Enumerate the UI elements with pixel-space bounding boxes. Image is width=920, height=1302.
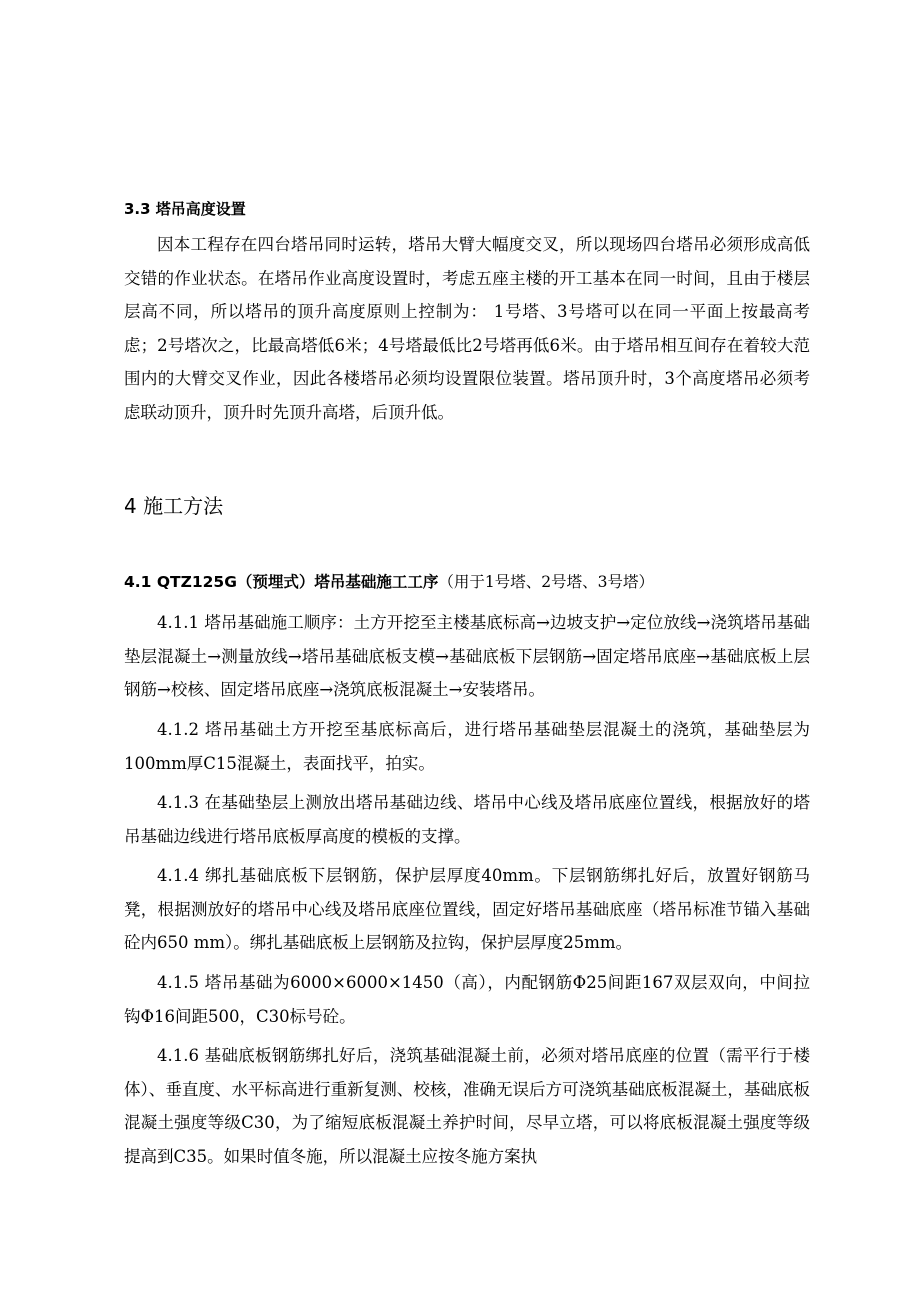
item-4-1-3: 4.1.3 在基础垫层上测放出塔吊基础边线、塔吊中心线及塔吊底座位置线，根据放好的塔吊基础边线进行塔吊底板厚高度的模板的支撑。 xyxy=(124,793,810,846)
section-4-1-heading xyxy=(124,570,654,592)
item-4-1-6: 4.1.6 基础底板钢筋绑扎好后，浇筑基础混凝土前，必须对塔吊底座的位置（需平行于楼体）、垂直度、水平标高进行重新复测、校核，准确无误后方可浇筑基础底板混凝土，基础底板混凝土强度等级C30，为了缩短底板混凝土养护时间，尽早立塔，可以将底板混凝土强度等级提高到C35。如果时值冬施，所以混凝土应按冬施方案执 xyxy=(124,1046,810,1166)
item-4-1-1: 4.1.1 塔吊基础施工顺序：土方开挖至主楼基底标高→边坡支护→定位放线→浇筑塔吊基础垫层混凝土→测量放线→塔吊基础底板支模→基础底板下层钢筋→固定塔吊底座→基础底板上层钢筋→校核、固定塔吊底座→浇筑底板混凝土→安装塔吊。 xyxy=(124,613,810,699)
chapter-4-heading: 4 施工方法 xyxy=(124,494,224,518)
section-4-1-heading-title: 4.1 QTZ125G（预埋式）塔吊基础施工工序 xyxy=(124,573,439,591)
item-4-1-5: 4.1.5 塔吊基础为6000×6000×1450（高），内配钢筋Φ25间距167双层双向，中间拉钩Φ16间距500，C30标号砼。 xyxy=(124,973,810,1026)
section-3-3-heading: 3.3 塔吊高度设置 xyxy=(124,200,246,218)
item-4-1-4: 4.1.4 绑扎基础底板下层钢筋，保护层厚度40mm。下层钢筋绑扎好后，放置好钢筋马凳，根据测放好的塔吊中心线及塔吊底座位置线，固定好塔吊基础底座（塔吊标准节锚入基础砼内650 mm）。绑扎基础底板上层钢筋及拉钩，保护层厚度25mm。 xyxy=(124,866,810,952)
section-4-1-heading-note: （用于1号塔、2号塔、3号塔） xyxy=(438,573,655,591)
item-4-1-2: 4.1.2 塔吊基础土方开挖至基底标高后，进行塔吊基础垫层混凝土的浇筑，基础垫层为100mm厚C15混凝土，表面找平，拍实。 xyxy=(124,720,810,773)
section-3-3-paragraph: 因本工程存在四台塔吊同时运转，塔吊大臂大幅度交叉，所以现场四台塔吊必须形成高低交错的作业状态。在塔吊作业高度设置时，考虑五座主楼的开工基本在同一时间，且由于楼层层高不同，所以塔吊的顶升高度原则上控制为： 1号塔、3号塔可以在同一平面上按最高考虑；2号塔次之，比最高塔低6米；4号塔最低比2号塔再低6米。由于塔吊相互间存在着较大范围内的大臂交叉作业，因此各楼塔吊必须均设置限位装置。塔吊顶升时，3个高度塔吊必须考虑联动顶升，顶升时先顶升高塔，后顶升低。 xyxy=(124,235,810,422)
